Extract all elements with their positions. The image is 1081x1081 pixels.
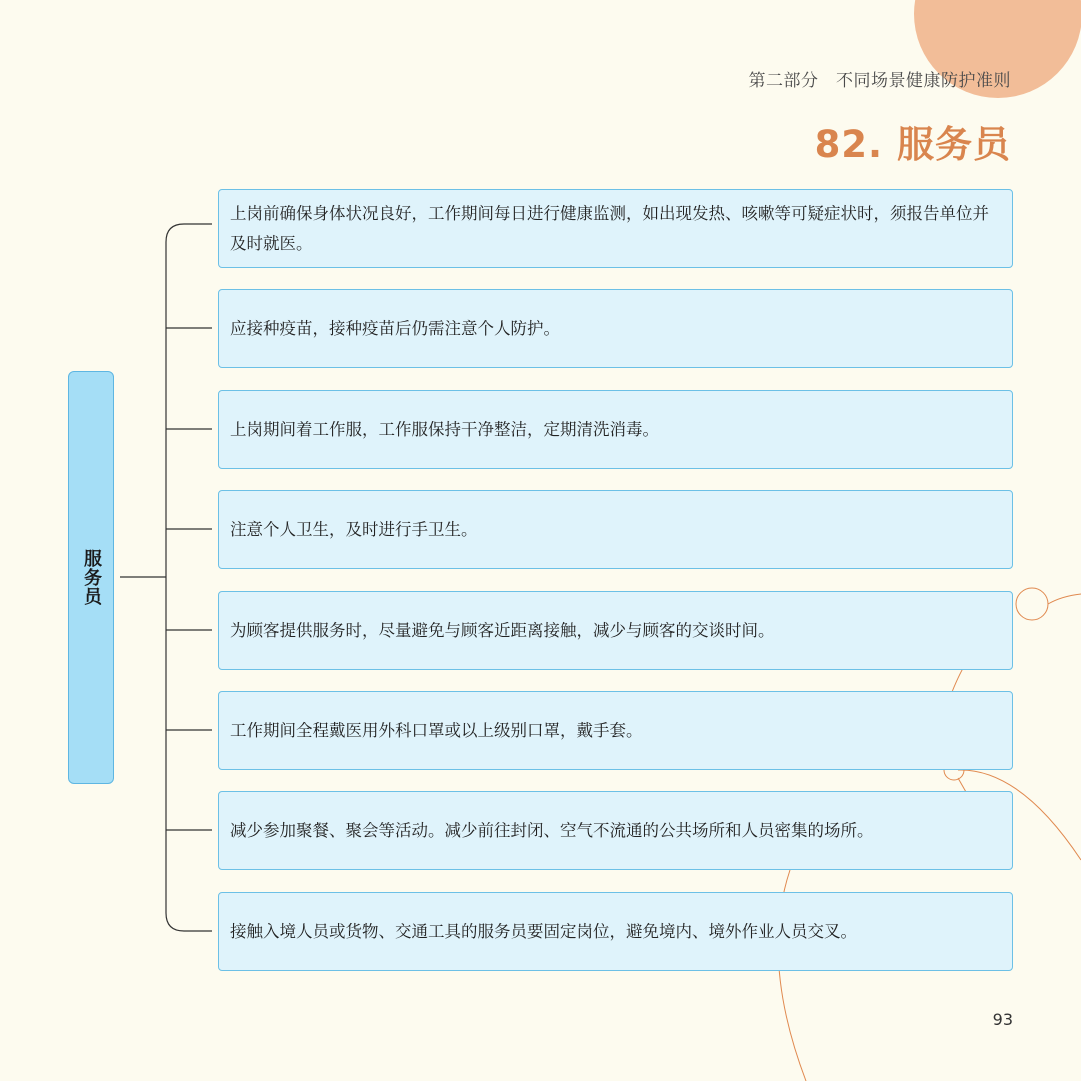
section-label: 第二部分 不同场景健康防护准则	[748, 71, 1011, 91]
mindmap-item-text: 应接种疫苗，接种疫苗后仍需注意个人防护。	[230, 318, 560, 338]
mindmap-item-text: 工作期间全程戴医用外科口罩或以上级别口罩，戴手套。	[230, 720, 643, 740]
mindmap-item	[218, 591, 1013, 670]
root-node-label: 服务员	[81, 549, 102, 606]
mindmap-item-text: 上岗前确保身体状况良好，工作期间每日进行健康监测，如出现发热、咳嗽等可疑症状时，须报告单位并及时就医。	[230, 203, 989, 253]
orange-arc-upper	[1048, 594, 1081, 604]
mindmap-item	[218, 189, 1013, 268]
orange-arc-short	[958, 778, 966, 792]
mindmap-item-text: 为顾客提供服务时，尽量避免与顾客近距离接触，减少与顾客的交谈时间。	[230, 620, 775, 640]
orange-ring-small	[1016, 588, 1048, 620]
mindmap-item	[218, 390, 1013, 469]
mindmap-item-text: 注意个人卫生，及时进行手卫生。	[230, 519, 478, 539]
mindmap-item-text: 减少参加聚餐、聚会等活动。减少前往封闭、空气不流通的公共场所和人员密集的场所。	[230, 820, 874, 840]
mindmap-item	[218, 892, 1013, 971]
page-title: 82. 服务员	[814, 123, 1011, 166]
mindmap-item-text: 接触入境人员或货物、交通工具的服务员要固定岗位，避免境内、境外作业人员交叉。	[230, 921, 857, 941]
mindmap-item	[218, 490, 1013, 569]
root-node	[68, 371, 114, 784]
page-number: 93	[992, 1010, 1013, 1029]
mindmap-item	[218, 691, 1013, 770]
mindmap-item-text: 上岗期间着工作服，工作服保持干净整洁，定期清洗消毒。	[230, 419, 659, 439]
mindmap-item	[218, 791, 1013, 870]
mindmap-item	[218, 289, 1013, 368]
